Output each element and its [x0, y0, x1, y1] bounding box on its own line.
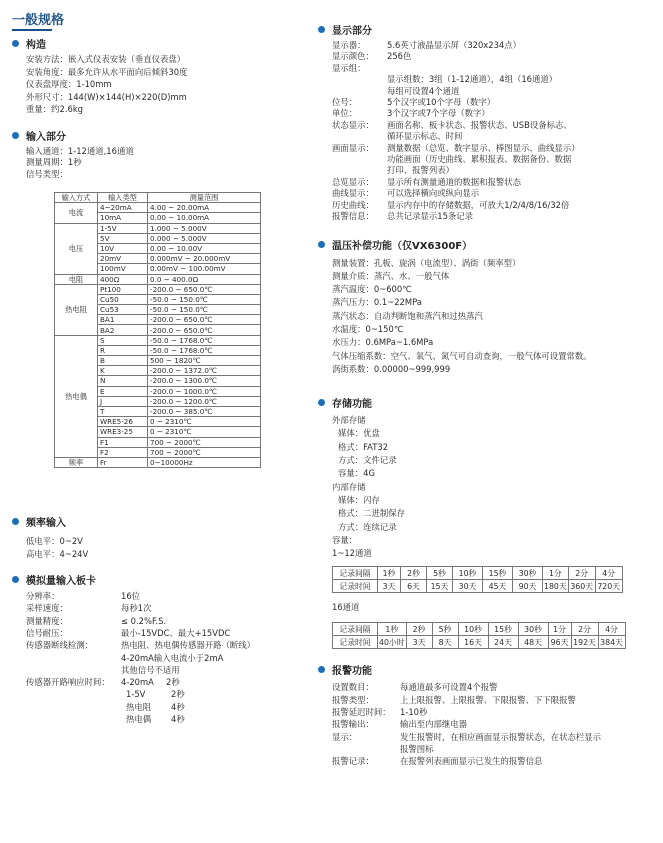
input-type: R [98, 345, 148, 355]
text-line: 容量：4G [338, 468, 375, 479]
input-type: 10mA [98, 213, 148, 223]
bullet-icon [318, 666, 325, 673]
spec-row [26, 639, 312, 651]
spec-row [332, 131, 658, 142]
section-title: 输入部分 [26, 131, 66, 143]
text-line: 安装方法：嵌入式仪表安装（垂直仪表盘） [26, 54, 186, 64]
measure-range: 0 ~ 2310℃ [148, 417, 261, 427]
spec-key [332, 131, 387, 142]
spec-value: 每组可设置4个通道 [387, 85, 460, 96]
text-line: 信号类型： [26, 168, 68, 179]
spec-row [332, 97, 658, 108]
record-time-row [333, 636, 626, 649]
text-line: 仪表盘厚度：1-10mm [26, 79, 112, 89]
spec-key: 报警延迟时间： [332, 707, 391, 718]
measure-range: 0.000mV ~ 20.000mV [148, 254, 261, 264]
section-title: 温压补偿功能（仅VX6300F） [332, 240, 473, 252]
spec-value: 画面名称、板卡状态、报警状态、USB设备标志、 [387, 119, 572, 130]
spec-key [26, 713, 126, 725]
record-cell: 1分 [548, 623, 571, 636]
spec-key: 测量精度： [26, 615, 68, 626]
input-method: 频率 [55, 457, 98, 467]
record-cell: 1秒 [378, 623, 407, 636]
section-display [318, 22, 658, 37]
spec-key: 信号耐压： [26, 627, 68, 638]
measure-range: -200.0 ~ 385.0℃ [148, 406, 261, 416]
record-cell: 48天 [518, 636, 548, 649]
input-type: 5V [98, 233, 148, 243]
spec-value: 其他信号不适用 [121, 664, 180, 675]
spec-key: 单位： [332, 108, 358, 119]
text-line: 蒸汽温度：0~600℃ [332, 284, 412, 295]
input-type: 400Ω [98, 274, 148, 284]
section-input [12, 128, 312, 143]
section-title: 报警功能 [332, 666, 372, 678]
spec-key: 分辨率： [26, 591, 60, 602]
spec-row [332, 755, 658, 767]
record-cell: 30天 [453, 580, 483, 593]
text-line: 测量介质：蒸汽、水、一般气体 [332, 270, 450, 281]
temp-list [318, 257, 658, 377]
response-row [26, 713, 312, 725]
measure-range: -200.0 ~ 1300.0℃ [148, 376, 261, 386]
record-cell: 720天 [595, 580, 622, 593]
spec-row [332, 51, 658, 62]
section-title: 频率输入 [26, 518, 66, 530]
spec-key: 显示组： [332, 62, 366, 73]
spec-row [26, 590, 312, 602]
spec-value: 报警图标 [400, 743, 434, 754]
measure-range: 1.000 ~ 5.000V [148, 223, 261, 233]
spec-value: 打印、报警列表） [387, 165, 454, 176]
input-type: Pt100 [98, 284, 148, 294]
measure-range: -200.0 ~ 650.0℃ [148, 284, 261, 294]
text-line: 外部存储 [332, 415, 366, 426]
record-cell: 2分 [568, 567, 595, 580]
spec-value: 发生报警时，在相应画面显示报警状态，在状态栏显示 [400, 731, 601, 742]
input-type: F1 [98, 437, 148, 447]
spec-key: 显示颜色： [332, 51, 374, 62]
spec-value: 1-10秒 [400, 707, 428, 718]
construction-list [12, 53, 312, 116]
text-line: 重量：约2.6kg [26, 104, 83, 114]
measure-range: -200.0 ~ 650.0℃ [148, 325, 261, 335]
response-row [26, 701, 312, 713]
text-line: 安装角度：最多允许从水平面向后倾斜30度 [26, 66, 188, 77]
input-type: 100mV [98, 264, 148, 274]
record-cell: 30秒 [513, 567, 543, 580]
measure-range: 4.00 ~ 20.00mA [148, 203, 261, 213]
spec-key: 传感器开路响应时间： [26, 677, 110, 688]
spec-value: 5个汉字或10个字母（数字） [387, 97, 496, 108]
record-table-12ch-wrap [318, 566, 658, 593]
section-title: 显示部分 [332, 26, 372, 37]
spec-row [332, 86, 658, 97]
spec-value: 显示内存中的存储数据，可放大1/2/4/8/16/32倍 [387, 199, 570, 210]
text-line: 水温度：0~150℃ [332, 323, 404, 334]
record-cell: 15天 [427, 580, 453, 593]
spec-value: 3个汉字或7个字母（数字） [387, 108, 490, 119]
record-cell: 3天 [378, 580, 401, 593]
table-row [55, 274, 261, 284]
spec-value: 16位 [121, 591, 141, 602]
spec-row [332, 63, 658, 74]
spec-row [332, 743, 658, 755]
spec-key: 状态显示： [332, 119, 374, 130]
page-title: 一般规格 [12, 13, 65, 28]
spec-row [332, 108, 658, 119]
display-list [318, 40, 658, 223]
bullet-icon [12, 518, 19, 525]
measure-range: 0~10000Hz [148, 457, 261, 467]
spec-key [26, 652, 121, 664]
sensor-type: 热电偶 [126, 714, 152, 725]
input-list [12, 146, 312, 181]
spec-row [332, 731, 658, 743]
spec-value: 5.6英寸液晶显示屏（320x234点） [387, 40, 521, 50]
spec-row [332, 120, 658, 131]
record-cell: 45天 [483, 580, 513, 593]
response-time: 2秒 [166, 677, 180, 688]
measure-range: -50.0 ~ 150.0℃ [148, 305, 261, 315]
bullet-icon [318, 399, 325, 406]
spec-row [332, 143, 658, 154]
input-type: 10V [98, 243, 148, 253]
input-type: T [98, 406, 148, 416]
right-column [318, 0, 658, 768]
spec-value: 每通道最多可设置4个报警 [400, 682, 498, 693]
input-type: 4~20mA [98, 203, 148, 213]
measure-range: 0.00 ~ 10.00mA [148, 213, 261, 223]
spec-value: 上上限报警、上限报警、下限报警、下下限报警 [400, 694, 576, 705]
spec-value: 可以选择横向或纵向显示 [387, 188, 480, 199]
input-type-table [54, 192, 261, 468]
record-interval-row [333, 623, 626, 636]
spec-key [332, 154, 387, 165]
spec-key: 显示器： [332, 40, 366, 50]
table-header-row [55, 193, 261, 203]
table-row [55, 284, 261, 294]
measure-range: 700 ~ 2000℃ [148, 447, 261, 457]
input-method: 电流 [55, 203, 98, 223]
spec-key [332, 86, 387, 97]
spec-key [332, 165, 387, 176]
bullet-icon [318, 26, 325, 33]
spec-key: 画面显示： [332, 142, 374, 153]
input-type: K [98, 366, 148, 376]
record-cell: 40小时 [379, 637, 405, 647]
spec-key: 报警记录： [332, 756, 374, 767]
measure-range: 0.00mV ~ 100.00mV [148, 264, 261, 274]
spec-key: 设置数目： [332, 682, 374, 693]
spec-value: 热电阻、热电偶传感器开路（断线） [121, 640, 255, 651]
text-line: 测量周期：1秒 [26, 157, 82, 167]
record-cell: 24天 [488, 636, 518, 649]
record-cell: 10秒 [453, 567, 483, 580]
spec-value: 总共记录显示15条记录 [387, 211, 474, 222]
response-row [26, 676, 312, 688]
text-line: 媒体：闪存 [338, 494, 380, 505]
spec-value: 显示组数：3组（1-12通道），4组（16通道） [387, 74, 558, 85]
bullet-icon [12, 132, 19, 139]
text-line: 媒体：优盘 [338, 428, 380, 439]
section-frequency [12, 514, 312, 529]
text-line: 低电平：0~2V [26, 536, 83, 547]
spec-key: 报警输出： [332, 719, 374, 730]
input-type: B [98, 356, 148, 366]
input-type: E [98, 386, 148, 396]
spec-value: 4-20mA输入电流小于2mA [121, 652, 224, 663]
title-underline [12, 29, 52, 31]
left-column [12, 0, 312, 725]
spec-row [26, 652, 312, 664]
record-cell: 5秒 [427, 567, 453, 580]
spec-key [332, 74, 387, 85]
input-type: S [98, 335, 148, 345]
record-cell: 360天 [568, 580, 595, 593]
input-type: J [98, 396, 148, 406]
record-cell: 8天 [432, 636, 458, 649]
bullet-icon [12, 576, 19, 583]
text-line: 容量： [332, 534, 358, 545]
spec-key [26, 688, 126, 700]
spec-key: 历史曲线： [332, 199, 374, 210]
record-cell: 2秒 [406, 623, 432, 636]
table-header: 测量范围 [148, 193, 261, 203]
spec-row [26, 627, 312, 639]
text-line: 外形尺寸：144(W)×144(H)×220(D)mm [26, 91, 187, 102]
spec-value: 显示所有测量通道的数据和报警状态 [387, 176, 521, 187]
input-type: WRE3-25 [98, 427, 148, 437]
record-cell: 6天 [401, 580, 427, 593]
table-header: 输入方式 [55, 193, 98, 203]
input-method: 热电偶 [55, 335, 98, 457]
record-cell: 4分 [598, 623, 625, 636]
text-line: 方式：连续记录 [338, 521, 397, 532]
section-temp-comp [318, 237, 658, 252]
input-method: 电压 [55, 223, 98, 274]
input-method: 热电阻 [55, 284, 98, 335]
spec-row [332, 40, 658, 51]
spec-value: 输出至内部继电器 [400, 719, 467, 730]
record-cell: 384天 [598, 636, 625, 649]
record-cell: 2分 [571, 623, 598, 636]
bullet-icon [12, 40, 19, 47]
spec-row [26, 664, 312, 676]
spec-value: 最小-15VDC、最大+15VDC [121, 627, 231, 638]
sensor-type: 热电阻 [126, 701, 152, 712]
spec-value: 测量数据（总览、数字显示、棒图显示、曲线显示） [387, 142, 580, 153]
record-interval-row [333, 567, 623, 580]
spec-value: ≤ 0.2%F.S. [121, 615, 167, 626]
record-cell: 90天 [513, 580, 543, 593]
record-table-12ch [332, 566, 623, 593]
storage-list [318, 414, 658, 560]
spec-row [332, 718, 658, 730]
spec-row [332, 74, 658, 85]
spec-row [332, 200, 658, 211]
sensor-type: 4-20mA [121, 677, 154, 688]
measure-range: 0 ~ 2310℃ [148, 427, 261, 437]
text-line: 水压力：0.6MPa~1.6MPa [332, 337, 434, 348]
spec-row [26, 602, 312, 614]
text-line: 1~12通道 [332, 548, 372, 559]
spec-key: 报警类型： [332, 694, 374, 705]
measure-range: 500 ~ 1820℃ [148, 356, 261, 366]
input-type: Cu53 [98, 305, 148, 315]
record-cell: 180天 [544, 581, 567, 591]
text-line: 内部存储 [332, 481, 366, 492]
spec-row [26, 615, 312, 627]
measure-range: 0.0 ~ 400.0Ω [148, 274, 261, 284]
spec-key: 报警信息： [332, 211, 374, 222]
spec-key: 传感器断线检测： [26, 640, 93, 651]
input-type: 20mV [98, 254, 148, 264]
measure-range: -200.0 ~ 1200.0℃ [148, 396, 261, 406]
response-time: 4秒 [171, 701, 185, 712]
measure-range: -200.0 ~ 1372.0℃ [148, 366, 261, 376]
input-method: 电阻 [55, 274, 98, 284]
measure-range: 0.00 ~ 10.00V [148, 243, 261, 253]
section-title: 模拟量输入板卡 [26, 576, 96, 588]
section-alarm [318, 662, 658, 677]
spec-value: 每秒1次 [121, 603, 152, 614]
spec-key: 显示： [332, 731, 358, 742]
section-analog [12, 572, 312, 587]
spec-key [332, 743, 400, 755]
section-storage [318, 395, 658, 410]
spec-row [332, 694, 658, 706]
record-cell: 192天 [571, 636, 598, 649]
record-cell: 记录间隔 [333, 567, 378, 580]
record-cell: 2秒 [401, 567, 427, 580]
spec-row [332, 154, 658, 165]
response-time: 4秒 [171, 714, 185, 725]
spec-key: 采样速度： [26, 603, 68, 614]
spec-key: 总览显示： [332, 176, 374, 187]
input-type: Fr [98, 457, 148, 467]
measure-range: 700 ~ 2000℃ [148, 437, 261, 447]
sensor-type: 1-5V [126, 689, 146, 700]
spec-row [332, 211, 658, 222]
record-cell: 5秒 [432, 623, 458, 636]
spec-row [332, 165, 658, 176]
frequency-list [12, 535, 312, 561]
input-type: BA1 [98, 315, 148, 325]
label-16ch: 16通道 [332, 602, 360, 613]
measure-range: -50.0 ~ 1768.0℃ [148, 345, 261, 355]
input-type: F2 [98, 447, 148, 457]
spec-key: 位号： [332, 97, 358, 108]
bullet-icon [318, 241, 325, 248]
measure-range: -50.0 ~ 150.0℃ [148, 294, 261, 304]
input-type: 1-5V [98, 223, 148, 233]
spec-value: 在报警列表画面显示已发生的报警信息 [400, 756, 543, 767]
section-construction [12, 36, 312, 51]
text-line: 格式：二进制保存 [338, 508, 405, 519]
input-type: Cu50 [98, 294, 148, 304]
table-row [55, 203, 261, 213]
record-cell: 16天 [458, 636, 488, 649]
response-row [26, 688, 312, 700]
section-title: 存储功能 [332, 399, 372, 411]
record-cell: 记录时间 [333, 636, 378, 649]
record-cell: 1秒 [378, 567, 401, 580]
record-table-16ch [332, 622, 626, 649]
record-cell: 10秒 [458, 623, 488, 636]
record-cell: 4分 [595, 567, 622, 580]
section-title: 构造 [26, 40, 46, 51]
measure-range: -200.0 ~ 650.0℃ [148, 315, 261, 325]
record-cell: 记录时间 [333, 580, 378, 593]
record-table-16ch-wrap [318, 622, 658, 649]
input-type: WRE5-26 [98, 417, 148, 427]
text-line: 高电平：4~24V [26, 549, 89, 560]
text-line: 输入通道：1-12通道,16通道 [26, 145, 134, 156]
spec-row [332, 706, 658, 718]
measure-range: -50.0 ~ 1768.0℃ [148, 335, 261, 345]
record-cell: 30秒 [518, 623, 548, 636]
input-type: N [98, 376, 148, 386]
record-cell: 96天 [548, 636, 571, 649]
table-header: 输入类型 [98, 193, 148, 203]
spec-value: 循环显示标志、时间 [387, 131, 463, 142]
record-cell: 记录间隔 [333, 623, 378, 636]
record-cell: 3天 [406, 636, 432, 649]
response-time: 2秒 [171, 689, 185, 700]
text-line: 测量装置：孔板、旋涡（电流型）、涡街（频率型） [332, 257, 521, 268]
input-table-wrap [54, 192, 312, 468]
text-line: 格式：FAT32 [338, 441, 389, 452]
table-row [55, 223, 261, 233]
text-line: 气体压缩系数：空气、氧气、氮气可自动查询，一般气体可设置常数。 [332, 350, 592, 361]
text-line: 蒸汽状态：自动判断饱和蒸汽和过热蒸汽 [332, 310, 483, 321]
spec-key: 曲线显示： [332, 188, 374, 199]
spec-key [26, 664, 121, 676]
table-row [55, 457, 261, 467]
measure-range: -200.0 ~ 1000.0℃ [148, 386, 261, 396]
spec-row [332, 177, 658, 188]
record-cell: 1分 [543, 567, 569, 580]
input-type: BA2 [98, 325, 148, 335]
record-time-row [333, 580, 623, 593]
analog-list [12, 590, 312, 725]
spec-value: 256色 [387, 51, 412, 62]
text-line: 方式：文件记录 [338, 455, 397, 466]
table-row [55, 335, 261, 345]
record-cell: 15秒 [483, 567, 513, 580]
spec-value: 功能画面（历史曲线、累积报表、数据备份、数据 [387, 154, 572, 165]
record-cell: 15秒 [488, 623, 518, 636]
spec-row [332, 681, 658, 693]
measure-range: 0.000 ~ 5.000V [148, 233, 261, 243]
text-line: 涡街系数：0.00000~999,999 [332, 363, 451, 374]
alarm-list [318, 681, 658, 767]
spec-key [26, 701, 126, 713]
text-line: 蒸汽压力：0.1~22MPa [332, 297, 422, 308]
spec-row [332, 188, 658, 199]
